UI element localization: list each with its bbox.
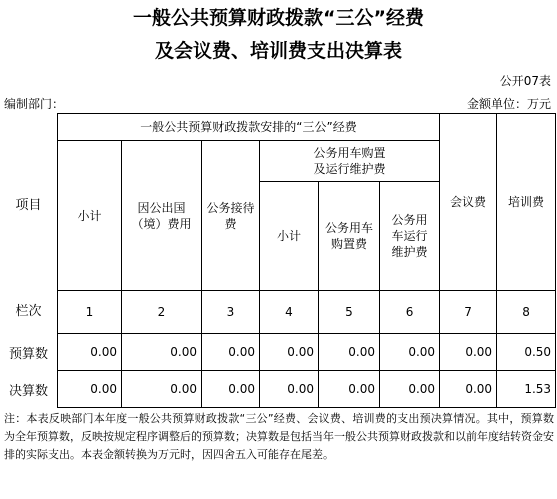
report-title-line1: 一般公共预算财政拨款“三公”经费 [133,7,424,29]
car-group-header [260,141,440,182]
index-cell: 1 [58,291,122,334]
col-car-purchase [319,182,380,291]
index-cell: 7 [440,291,497,334]
col-car-purchase-line2: 购置费 [330,237,367,251]
col-car-operation [380,182,440,291]
index-cell: 3 [202,291,260,334]
final-row [58,371,556,408]
col-car-subtotal: 小计 [260,182,319,291]
col-subtotal: 小计 [58,141,122,291]
car-group-header-line1: 公务用车购置 [313,146,386,160]
group-header: 一般公共预算财政拨款安排的“三公”经费 [58,114,440,141]
index-row-label: 栏次 [15,304,42,319]
final-cell: 0.00 [440,371,497,408]
table-code: 公开07表 [499,74,551,88]
footnote: 注：本表反映部门本年度一般公共预算财政拨款“三公”经费、会议费、培训费的支出预决算情况。其中，预算数为全年预算数，反映按规定程序调整后的预算数；决算数是包括当年一般公共预算财政拨款和以前年度结转资金安排的实际支出。本表金额转换为万元时，因四舍五入可能存在尾差。 [4,412,554,461]
budget-cell: 0.00 [260,334,319,371]
budget-cell: 0.00 [380,334,440,371]
col-reception-line1: 公务接待 [206,200,255,215]
budget-row-label: 预算数 [8,347,48,362]
index-cell: 4 [260,291,319,334]
index-cell: 6 [380,291,440,334]
final-cell: 0.00 [380,371,440,408]
index-cell: 8 [497,291,556,334]
car-group-header-line2: 及运行维护费 [313,162,386,176]
budget-cell: 0.00 [440,334,497,371]
final-cell: 1.53 [497,371,556,408]
index-cell: 5 [319,291,380,334]
col-car-purchase-line1: 公务用车 [324,221,373,235]
final-cell: 0.00 [58,371,122,408]
col-car-operation-line3: 维护费 [391,245,428,259]
col-meeting: 会议费 [440,114,497,291]
index-row [58,291,556,334]
final-cell: 0.00 [202,371,260,408]
budget-cell: 0.00 [58,334,122,371]
budget-row [58,334,556,371]
dept-label: 编制部门： [4,97,65,111]
col-car-operation-line2: 车运行 [391,229,428,243]
report-title-line2: 及会议费、培训费支出决算表 [154,40,402,62]
unit-label: 金额单位：万元 [466,97,551,111]
budget-cell: 0.00 [319,334,380,371]
col-abroad-line2: （境）费用 [131,216,192,231]
final-cell: 0.00 [260,371,319,408]
budget-cell: 0.50 [497,334,556,371]
col-abroad-line1: 因公出国 [137,200,186,215]
item-header: 项目 [15,198,42,213]
budget-cell: 0.00 [122,334,202,371]
col-abroad [122,141,202,291]
index-cell: 2 [122,291,202,334]
final-cell: 0.00 [122,371,202,408]
col-reception [202,141,260,291]
budget-cell: 0.00 [202,334,260,371]
final-row-label: 决算数 [8,384,48,399]
final-cell: 0.00 [319,371,380,408]
col-car-operation-line1: 公务用 [391,213,428,227]
col-reception-line2: 费 [224,216,237,231]
col-training: 培训费 [497,114,556,291]
expenditure-table [57,113,556,408]
